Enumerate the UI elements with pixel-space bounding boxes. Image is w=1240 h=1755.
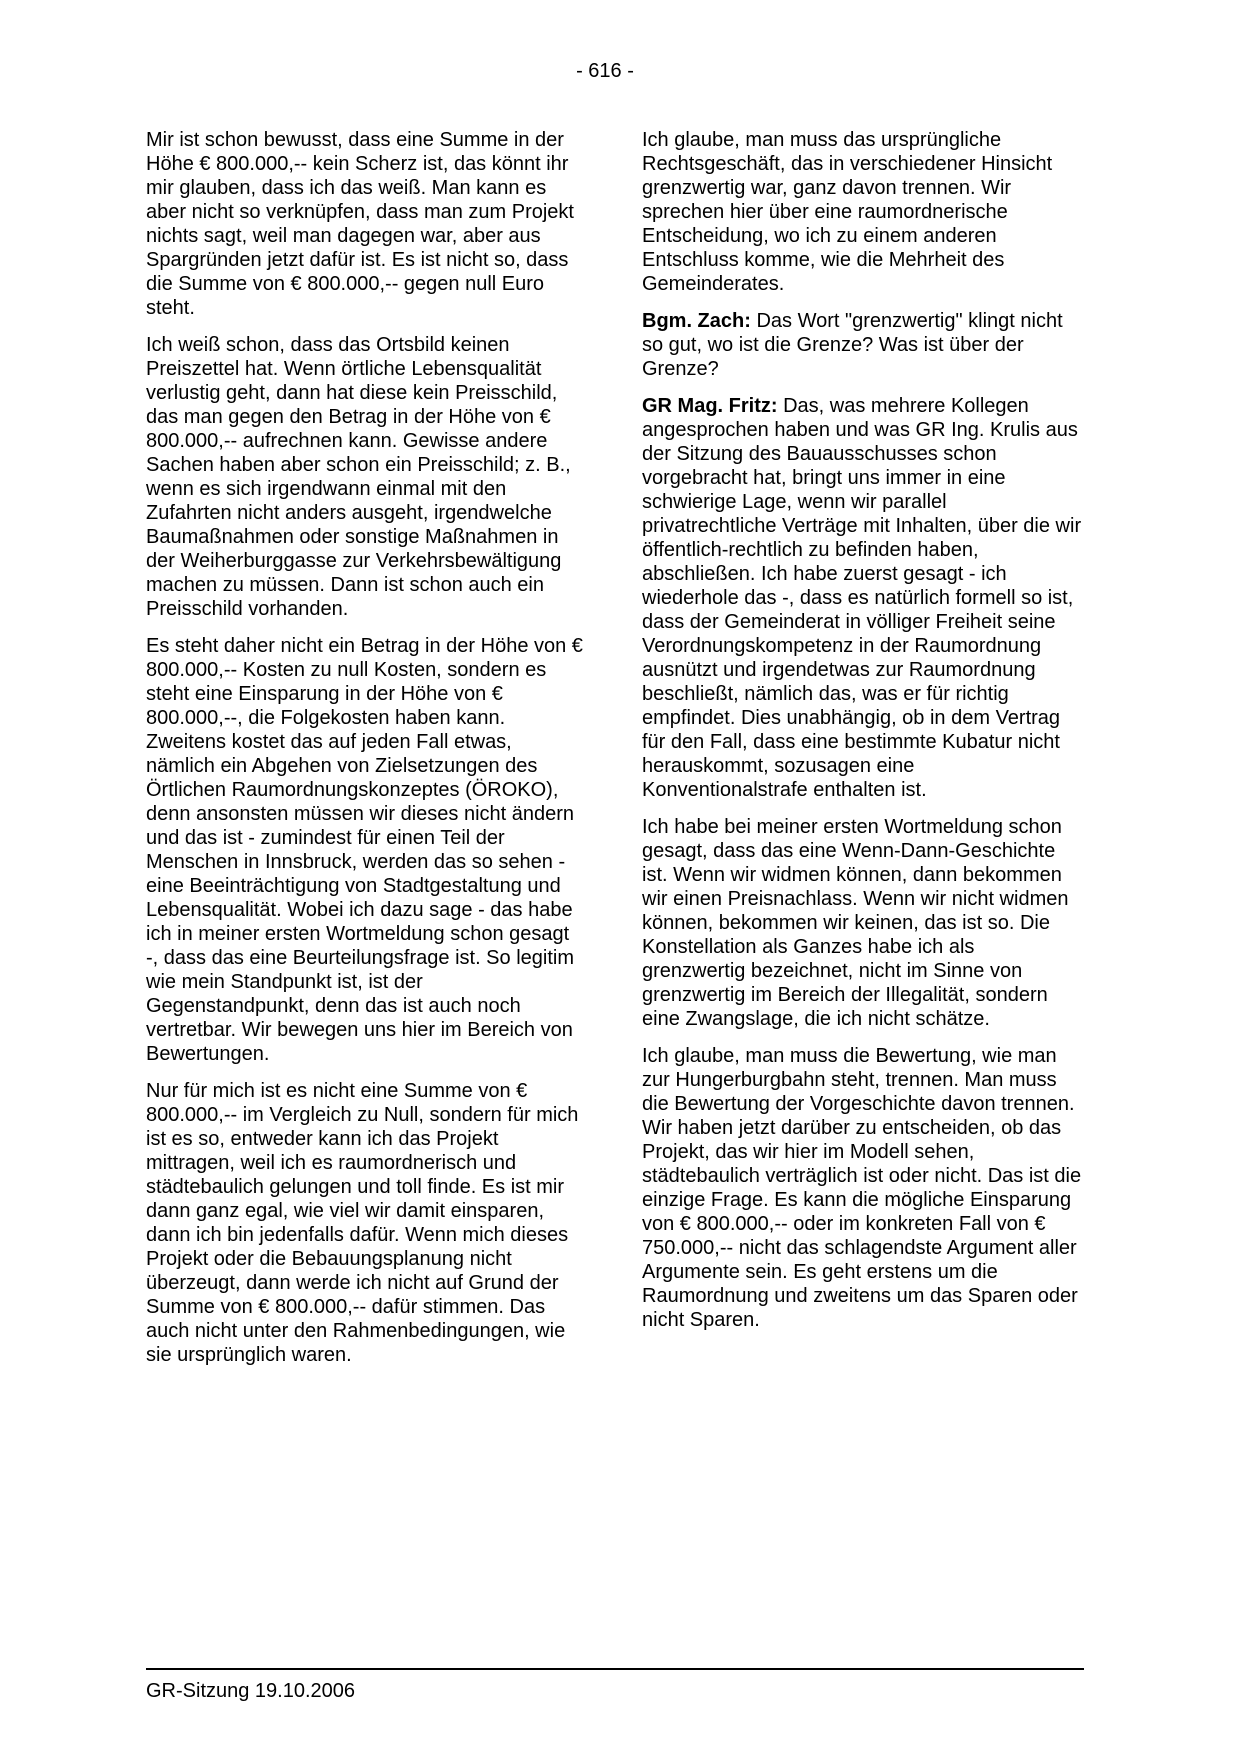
paragraph-text: Das Wort "grenzwertig" klingt nicht so gut, wo ist die Grenze? Was ist über der Grenze?: [642, 310, 1063, 380]
paragraph-right-1: Ich glaube, man muss das ursprüngliche Rechtsgeschäft, das in verschiedener Hinsicht grenzwertig war, ganz davon trennen. Wir sprechen hier über eine raumordnerische Entscheidung, wo ich zu einem anderen Entschluss komme, wie die Mehrheit des Gemeinderates.: [642, 129, 1053, 295]
paragraph-left-2: Ich weiß schon, dass das Ortsbild keinen Preiszettel hat. Wenn örtliche Lebensqualität verlustig geht, dann hat diese kein Preisschild, das man gegen den Betrag in der Höhe von € 800.000,-- aufrechnen kann. Gewisse andere Sachen haben aber schon ein Preisschild; z. B., wenn es sich irgendwann einmal mit den Zufahrten nicht anders ausgeht, irgendwelche Baumaßnahmen oder sonstige Maßnahmen in der Weiherburggasse zur Verkehrsbewältigung machen zu müssen. Dann ist schon auch ein Preisschild vorhanden.: [146, 334, 571, 620]
speaker-name-zach: Bgm. Zach:: [642, 310, 751, 332]
footer-session-label: GR-Sitzung 19.10.2006: [146, 1680, 356, 1702]
paragraph-right-5: Ich glaube, man muss die Bewertung, wie man zur Hungerburgbahn steht, trennen. Man muss die Bewertung der Vorgeschichte davon trennen. Wir haben jetzt darüber zu entscheiden, ob das Projekt, das wir hier im Modell sehen, städtebaulich verträglich ist oder nicht. Das ist die einzige Frage. Es kann die mögliche Einsparung von € 800.000,-- oder im konkreten Fall von € 750.000,-- nicht das schlagendste Argument aller Argumente sein. Es geht erstens um die Raumordnung und zweitens um das Sparen oder nicht Sparen.: [642, 1045, 1082, 1331]
page-content: [146, 128, 1082, 1380]
paragraph-left-3: Es steht daher nicht ein Betrag in der Höhe von € 800.000,-- Kosten zu null Kosten, sondern es steht eine Einsparung in der Höhe von € 800.000,--, die Folgekosten haben kann. Zweitens kostet das auf jeden Fall etwas, nämlich ein Abgehen von Zielsetzungen des Örtlichen Raumordnungskonzeptes (ÖROKO), denn ansonsten müssen wir dieses nicht ändern und das ist - zumindest für einen Teil der Menschen in Innsbruck, werden das so sehen - eine Beeinträchtigung von Stadtgestaltung und Lebensqualität. Wobei ich dazu sage - das habe ich in meiner ersten Wortmeldung schon gesagt -, dass das eine Beurteilungsfrage ist. So legitim wie mein Standpunkt ist, ist der Gegenstandpunkt, denn das ist auch noch vertretbar. Wir bewegen uns hier im Bereich von Bewertungen.: [146, 635, 583, 1065]
paragraph-text: Das, was mehrere Kollegen angesprochen haben und was GR Ing. Krulis aus der Sitzung des Bauausschusses schon vorgebracht hat, bringt uns immer in eine schwierige Lage, wenn wir parallel privatrechtliche Verträge mit Inhalten, über die wir öffentlich-rechtlich zu befinden haben, abschließen. Ich habe zuerst gesagt - ich wiederhole das -, dass es natürlich formell so ist, dass der Gemeinderat in völliger Freiheit seine Verordnungskompetenz in der Raumordnung ausnützt und irgendetwas zur Raumordnung beschließt, nämlich das, was er für richtig empfindet. Dies unabhängig, ob in dem Vertrag für den Fall, dass eine bestimmte Kubatur nicht herauskommt, sozusagen eine Konventionalstrafe enthalten ist.: [642, 395, 1082, 801]
paragraph-right-4: Ich habe bei meiner ersten Wortmeldung schon gesagt, dass das eine Wenn-Dann-Geschichte ist. Wenn wir widmen können, dann bekommen wir einen Preisnachlass. Wenn wir nicht widmen können, bekommen wir keinen, das ist so. Die Konstellation als Ganzes habe ich als grenzwertig bezeichnet, nicht im Sinne von grenzwertig im Bereich der Illegalität, sondern eine Zwangslage, die ich nicht schätze.: [642, 816, 1069, 1030]
left-column: [146, 128, 586, 1380]
paragraph-left-1: Mir ist schon bewusst, dass eine Summe in der Höhe € 800.000,-- kein Scherz ist, das könnt ihr mir glauben, dass ich das weiß. Man kann es aber nicht so verknüpfen, dass man zum Projekt nichts sagt, weil man dagegen war, aber aus Spargründen jetzt dafür ist. Es ist nicht so, dass die Summe von € 800.000,-- gegen null Euro steht.: [146, 129, 574, 319]
right-column: [642, 128, 1082, 1380]
paragraph-left-4: Nur für mich ist es nicht eine Summe von € 800.000,-- im Vergleich zu Null, sondern für mich ist es so, entweder kann ich das Projekt mittragen, weil ich es raumordnerisch und städtebaulich gelungen und toll finde. Es ist mir dann ganz egal, wie viel wir damit einsparen, dann ich bin jedenfalls dafür. Wenn mich dieses Projekt oder die Bebauungsplanung nicht überzeugt, dann werde ich nicht auf Grund der Summe von € 800.000,-- dafür stimmen. Das auch nicht unter den Rahmenbedingungen, wie sie ursprünglich waren.: [146, 1080, 579, 1366]
paragraph-right-3: [642, 394, 1082, 802]
paragraph-right-2: [642, 309, 1082, 381]
page-number: - 616 -: [576, 60, 634, 82]
footer-divider: [146, 1668, 1084, 1670]
speaker-name-fritz: GR Mag. Fritz:: [642, 395, 778, 417]
